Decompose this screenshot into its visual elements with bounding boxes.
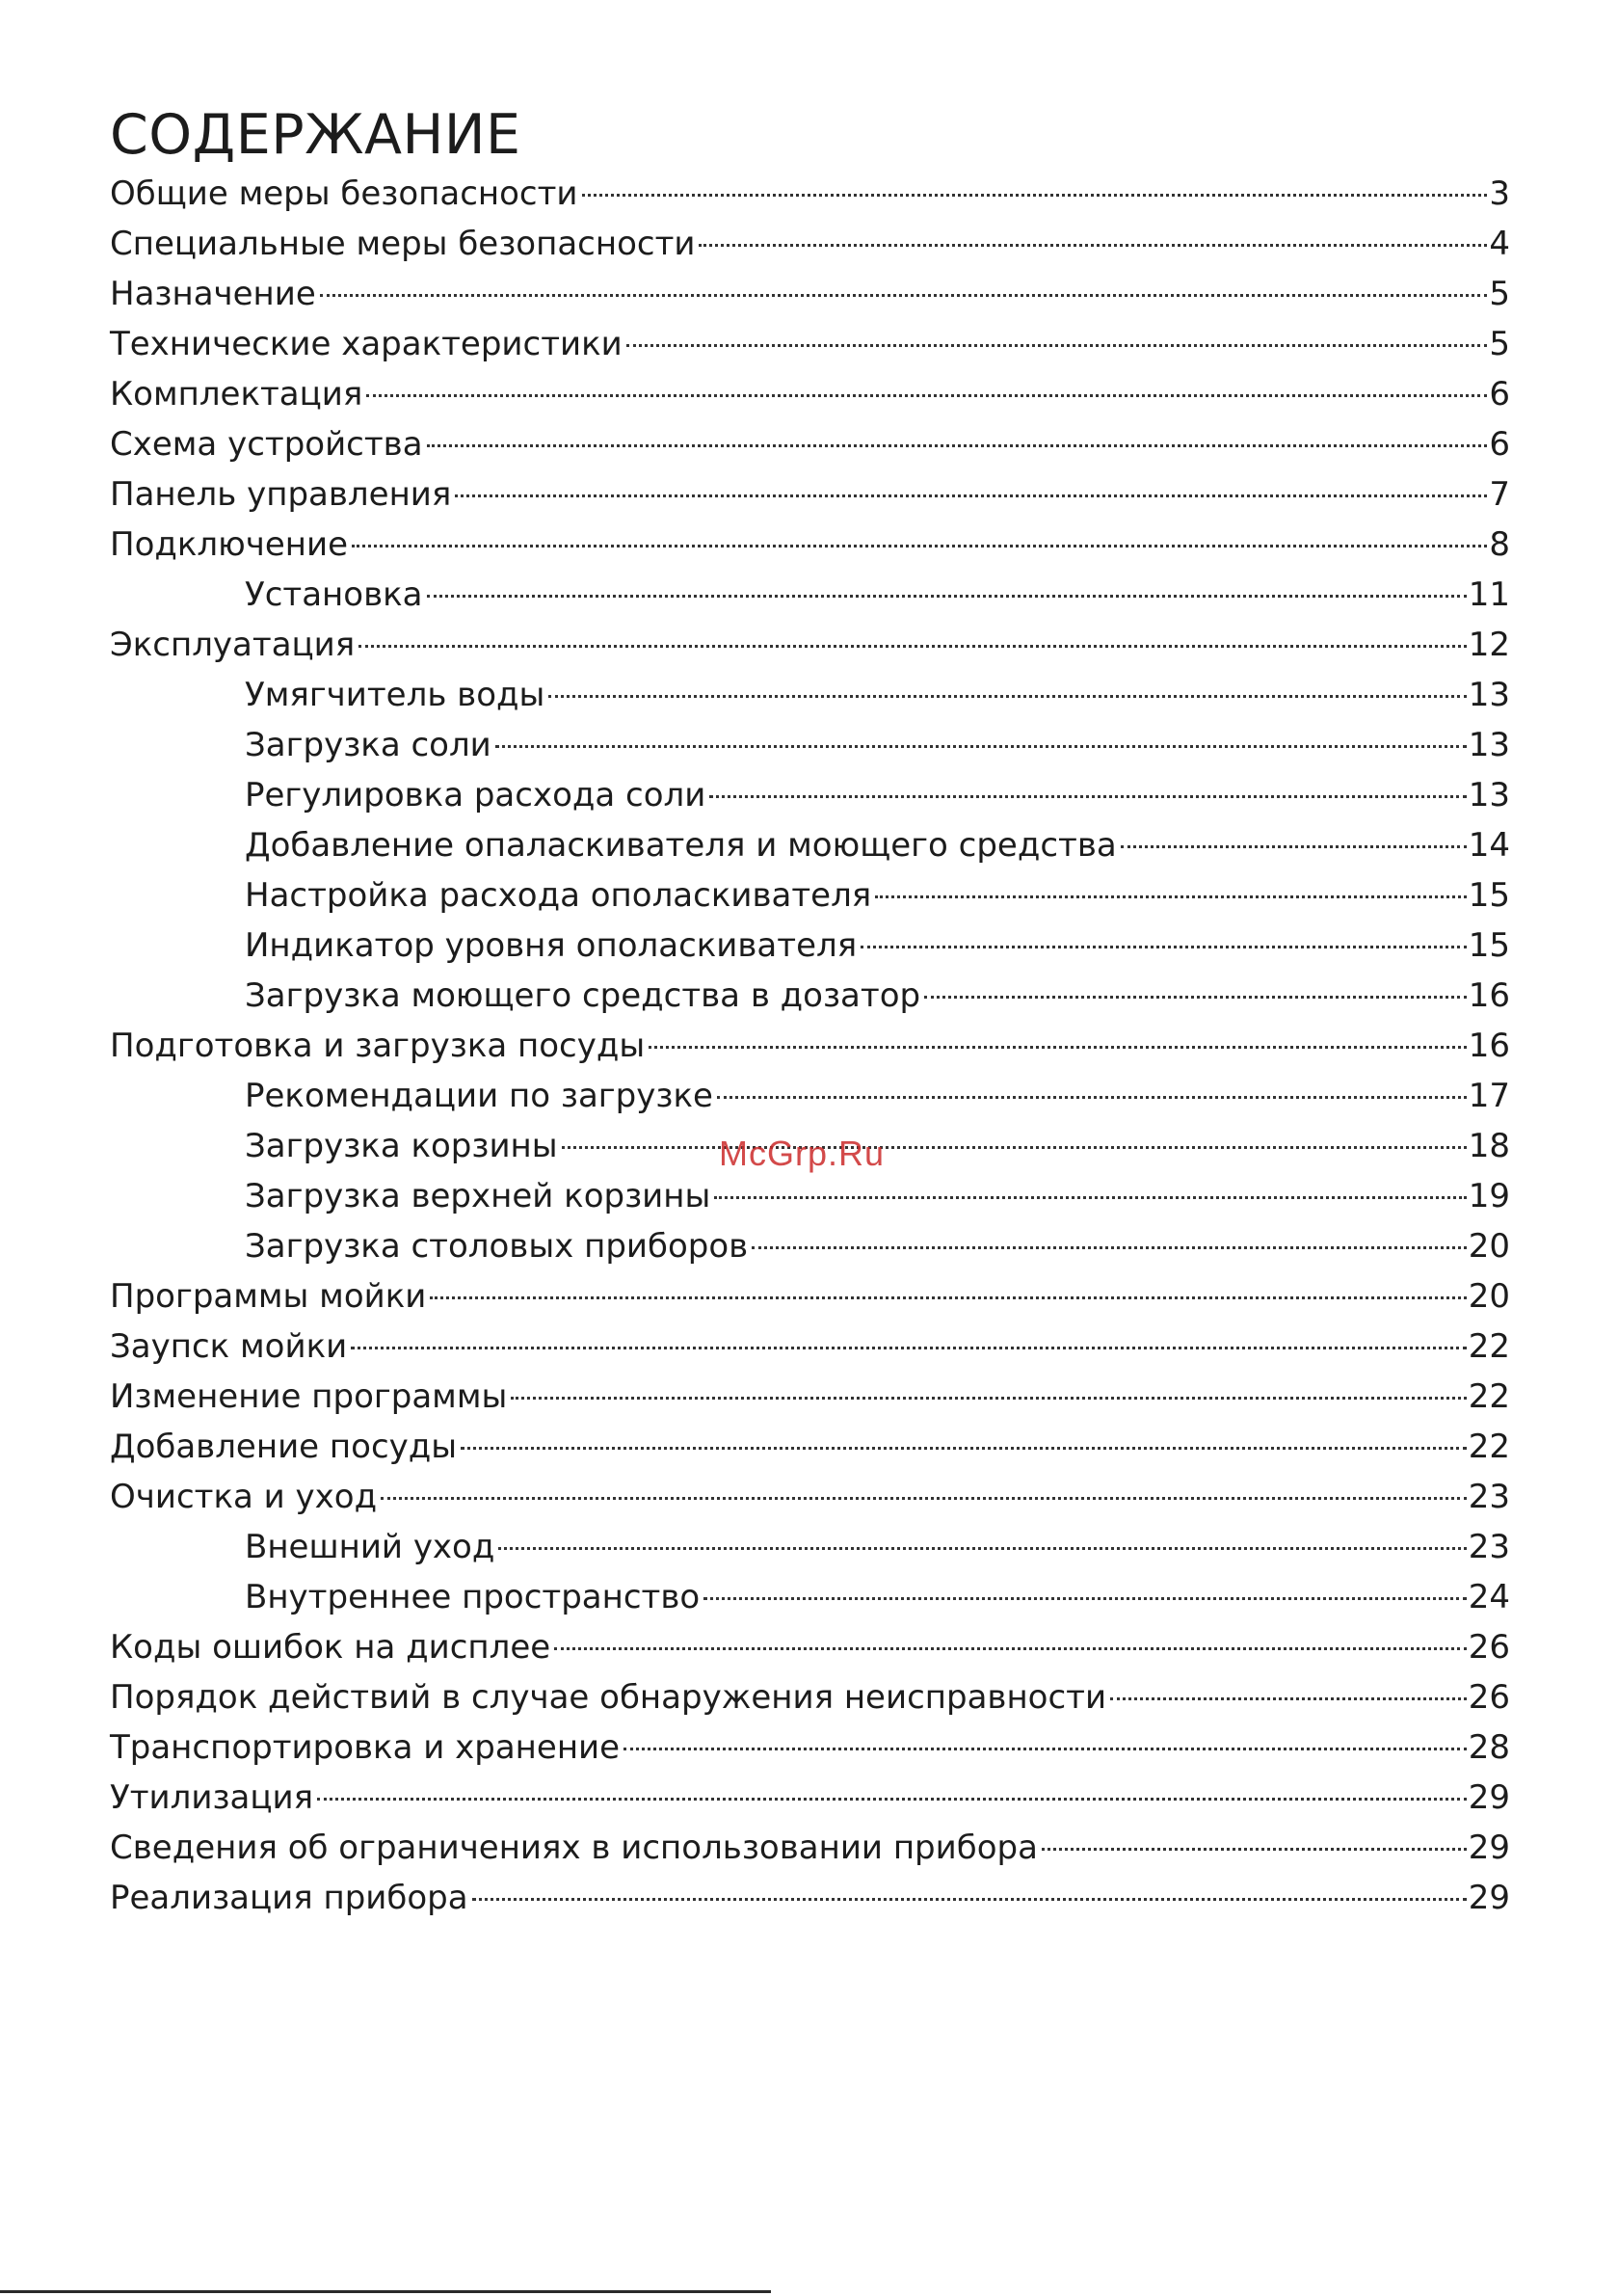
toc-page-number: 26: [1468, 1678, 1510, 1717]
toc-page-number: 29: [1468, 1829, 1510, 1867]
toc-entry-label: Загрузка соли: [245, 726, 491, 764]
toc-entry-label: Загрузка верхней корзины: [245, 1177, 711, 1215]
toc-entry-label: Сведения об ограничениях в использовании прибора: [110, 1829, 1038, 1867]
dot-leader: [511, 1397, 1466, 1400]
dot-leader: [554, 1647, 1467, 1650]
toc-entry-label: Добавление опаласкивателя и моющего средства: [245, 826, 1117, 865]
toc-subentry[interactable]: [110, 1221, 1510, 1271]
toc-page-number: 11: [1468, 575, 1510, 614]
dot-leader: [351, 1347, 1467, 1349]
toc-entry-label: Индикатор уровня ополаскивателя: [245, 926, 858, 965]
toc-entry-label: Панель управления: [110, 475, 452, 514]
toc-entry[interactable]: [110, 1873, 1510, 1923]
toc-subentry[interactable]: [110, 971, 1510, 1021]
table-of-contents: [110, 169, 1510, 1923]
toc-entry[interactable]: [110, 1372, 1510, 1422]
toc-page-number: 16: [1468, 1027, 1510, 1065]
toc-entry-label: Внутреннее пространство: [245, 1578, 701, 1616]
toc-subentry[interactable]: [110, 1572, 1510, 1622]
dot-leader: [623, 1748, 1467, 1750]
toc-entry[interactable]: [110, 319, 1510, 369]
toc-entry-label: Коды ошибок на дисплее: [110, 1628, 551, 1667]
dot-leader: [709, 795, 1466, 798]
toc-entry-label: Подготовка и загрузка посуды: [110, 1027, 646, 1065]
toc-entry-label: Внешний уход: [245, 1528, 495, 1566]
toc-entry-label: Загрузка моющего средства в дозатор: [245, 976, 921, 1015]
dot-leader: [358, 645, 1467, 648]
toc-entry-label: Регулировка расхода соли: [245, 776, 706, 814]
toc-entry[interactable]: [110, 369, 1510, 419]
toc-entry-label: Загрузка столовых приборов: [245, 1227, 749, 1266]
toc-page-number: 8: [1489, 525, 1510, 564]
toc-entry-label: Рекомендации по загрузке: [245, 1077, 713, 1115]
toc-entry[interactable]: [110, 1773, 1510, 1823]
dot-leader: [495, 745, 1467, 748]
dot-leader: [1042, 1848, 1467, 1851]
toc-page-number: 26: [1468, 1628, 1510, 1667]
dot-leader: [461, 1447, 1467, 1450]
toc-subentry[interactable]: [110, 1171, 1510, 1221]
toc-page-number: 18: [1468, 1127, 1510, 1165]
toc-entry[interactable]: [110, 219, 1510, 269]
toc-page-number: 19: [1468, 1177, 1510, 1215]
toc-entry[interactable]: [110, 1021, 1510, 1071]
dot-leader: [582, 194, 1488, 197]
toc-entry[interactable]: [110, 469, 1510, 520]
toc-page-number: 22: [1468, 1428, 1510, 1466]
toc-page-number: 28: [1468, 1728, 1510, 1767]
dot-leader: [1110, 1697, 1467, 1700]
toc-entry-label: Транспортировка и хранение: [110, 1728, 621, 1767]
toc-subentry[interactable]: [110, 720, 1510, 770]
toc-subentry[interactable]: [110, 1071, 1510, 1121]
toc-entry-label: Технические характеристики: [110, 325, 623, 363]
toc-entry[interactable]: [110, 1672, 1510, 1722]
bottom-divider: [0, 2290, 771, 2293]
toc-entry[interactable]: [110, 1722, 1510, 1773]
toc-page-number: 15: [1468, 926, 1510, 965]
page-title: СОДЕРЖАНИЕ: [110, 103, 521, 167]
toc-page-number: 15: [1468, 876, 1510, 915]
toc-page-number: 16: [1468, 976, 1510, 1015]
dot-leader: [924, 996, 1467, 999]
toc-entry[interactable]: [110, 1271, 1510, 1322]
toc-entry-label: Порядок действий в случае обнаружения неисправности: [110, 1678, 1107, 1717]
toc-entry[interactable]: [110, 169, 1510, 219]
toc-page-number: 4: [1489, 225, 1510, 263]
dot-leader: [427, 444, 1488, 447]
toc-entry-label: Комплектация: [110, 375, 363, 414]
dot-leader: [366, 394, 1487, 397]
toc-page-number: 20: [1468, 1227, 1510, 1266]
toc-page-number: 5: [1489, 275, 1510, 313]
toc-entry-label: Реализация прибора: [110, 1879, 468, 1917]
dot-leader: [649, 1046, 1467, 1049]
dot-leader: [703, 1597, 1467, 1600]
toc-entry-label: Умягчитель воды: [245, 676, 545, 714]
toc-entry[interactable]: [110, 620, 1510, 670]
toc-entry[interactable]: [110, 1823, 1510, 1873]
toc-page-number: 7: [1489, 475, 1510, 514]
watermark-text: McGrp.Ru: [719, 1134, 886, 1173]
toc-subentry[interactable]: [110, 870, 1510, 921]
toc-page-number: 6: [1489, 425, 1510, 464]
toc-page-number: 23: [1468, 1478, 1510, 1516]
dot-leader: [1121, 845, 1467, 848]
toc-entry-label: Изменение программы: [110, 1377, 508, 1416]
toc-entry-label: Добавление посуды: [110, 1428, 458, 1466]
toc-page-number: 3: [1489, 174, 1510, 213]
toc-entry-label: Эксплуатация: [110, 626, 356, 664]
toc-page-number: 22: [1468, 1377, 1510, 1416]
toc-entry-label: Загрузка корзины: [245, 1127, 558, 1165]
toc-page-number: 5: [1489, 325, 1510, 363]
toc-entry-label: Общие меры безопасности: [110, 174, 578, 213]
toc-entry[interactable]: [110, 419, 1510, 469]
dot-leader: [714, 1196, 1466, 1199]
toc-page-number: 6: [1489, 375, 1510, 414]
dot-leader: [875, 895, 1466, 898]
toc-page-number: 13: [1468, 776, 1510, 814]
dot-leader: [430, 1296, 1466, 1299]
dot-leader: [455, 494, 1487, 497]
dot-leader: [626, 344, 1488, 347]
dot-leader: [562, 1146, 1467, 1149]
toc-page-number: 13: [1468, 676, 1510, 714]
toc-entry[interactable]: [110, 1422, 1510, 1472]
dot-leader: [861, 946, 1467, 948]
toc-page-number: 20: [1468, 1277, 1510, 1316]
dot-leader: [498, 1547, 1466, 1550]
dot-leader: [699, 244, 1487, 247]
toc-entry-label: Утилизация: [110, 1778, 314, 1817]
toc-entry-label: Заупск мойки: [110, 1327, 348, 1366]
dot-leader: [381, 1497, 1467, 1500]
toc-subentry[interactable]: [110, 670, 1510, 720]
toc-page-number: 14: [1468, 826, 1510, 865]
toc-page-number: 24: [1468, 1578, 1510, 1616]
toc-entry-label: Установка: [245, 575, 423, 614]
toc-entry[interactable]: [110, 1322, 1510, 1372]
toc-entry-label: Настройка расхода ополаскивателя: [245, 876, 872, 915]
toc-entry[interactable]: [110, 1472, 1510, 1522]
dot-leader: [427, 595, 1467, 598]
toc-entry[interactable]: [110, 1622, 1510, 1672]
dot-leader: [320, 294, 1488, 297]
toc-entry[interactable]: [110, 269, 1510, 319]
toc-entry[interactable]: [110, 520, 1510, 570]
toc-subentry[interactable]: [110, 770, 1510, 820]
toc-entry-label: Программы мойки: [110, 1277, 427, 1316]
toc-page-number: 17: [1468, 1077, 1510, 1115]
toc-page-number: 23: [1468, 1528, 1510, 1566]
toc-entry-label: Схема устройства: [110, 425, 423, 464]
toc-page-number: 22: [1468, 1327, 1510, 1366]
toc-subentry[interactable]: [110, 1522, 1510, 1572]
dot-leader: [472, 1898, 1467, 1901]
dot-leader: [717, 1096, 1467, 1099]
toc-subentry[interactable]: [110, 921, 1510, 971]
toc-entry-label: Назначение: [110, 275, 316, 313]
toc-page-number: 29: [1468, 1778, 1510, 1817]
toc-subentry[interactable]: [110, 570, 1510, 620]
toc-entry-label: Очистка и уход: [110, 1478, 378, 1516]
toc-page-number: 29: [1468, 1879, 1510, 1917]
toc-page-number: 13: [1468, 726, 1510, 764]
dot-leader: [352, 545, 1487, 547]
toc-entry-label: Специальные меры безопасности: [110, 225, 696, 263]
toc-subentry[interactable]: [110, 820, 1510, 870]
toc-page-number: 12: [1468, 626, 1510, 664]
dot-leader: [548, 695, 1466, 698]
dot-leader: [752, 1246, 1467, 1249]
toc-entry-label: Подключение: [110, 525, 349, 564]
dot-leader: [317, 1798, 1467, 1801]
